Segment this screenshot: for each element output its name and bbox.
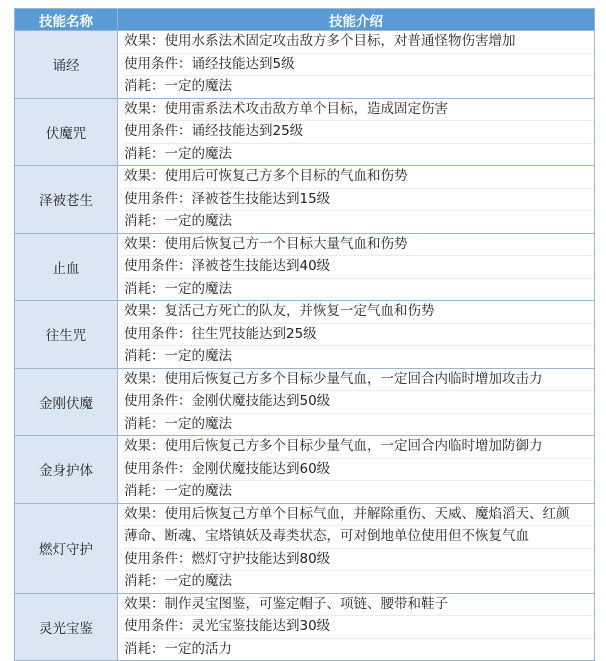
skill-desc-line: 消耗：一定的魔法 (124, 415, 232, 432)
skill-table (14, 8, 595, 661)
table-row (15, 593, 595, 661)
skill-desc-line: 使用条件：燃灯守护技能达到80级 (124, 549, 594, 572)
table-row (15, 166, 595, 234)
skill-desc-cell (118, 98, 595, 166)
skill-desc-cell (118, 31, 595, 99)
skill-desc-line: 使用条件：金刚伏魔技能达到60级 (124, 459, 594, 482)
skill-name-cell: 止血 (15, 233, 118, 301)
skill-name-cell: 灵光宝鉴 (15, 593, 118, 661)
table-header-row (15, 9, 595, 31)
skill-desc-line: 效果：制作灵宝图鉴，可鉴定帽子、项链、腰带和鞋子 (124, 594, 594, 617)
skill-table-container (14, 8, 594, 661)
skill-desc-line: 使用条件：金刚伏魔技能达到50级 (124, 391, 594, 414)
skill-name-cell: 往生咒 (15, 301, 118, 369)
skill-desc-cell (118, 166, 595, 234)
skill-desc-line: 效果：使用后可恢复己方多个目标的气血和伤势 (124, 166, 594, 189)
skill-desc-line: 消耗：一定的魔法 (124, 348, 232, 364)
skill-name-cell: 泽被苍生 (15, 166, 118, 234)
table-body (15, 31, 595, 661)
skill-desc-line: 消耗：一定的魔法 (124, 78, 232, 94)
table-row (15, 31, 595, 99)
skill-name-cell: 金刚伏魔 (15, 368, 118, 436)
skill-desc-line: 使用条件：诵经技能达到5级 (124, 54, 594, 77)
skill-desc-line: 效果：使用水系法术固定攻击敌方多个目标，对普通怪物伤害增加 (124, 31, 594, 54)
table-row (15, 301, 595, 369)
skill-desc-line: 消耗：一定的活力 (124, 640, 232, 657)
skill-desc-line: 效果：使用雷系法术攻击敌方单个目标，造成固定伤害 (124, 99, 594, 122)
skill-desc-line: 消耗：一定的魔法 (124, 145, 232, 162)
skill-desc-line: 使用条件：泽被苍生技能达到40级 (124, 256, 594, 279)
skill-desc-line: 效果：复活己方死亡的队友，并恢复一定气血和伤势 (124, 301, 594, 324)
skill-desc-cell (118, 368, 595, 436)
skill-name-cell: 伏魔咒 (15, 98, 118, 166)
skill-desc-cell (118, 593, 595, 661)
skill-desc-line: 效果：使用后恢复己方一个目标大量气血和伤势 (124, 234, 594, 257)
skill-desc-line: 使用条件：往生咒技能达到25级 (124, 324, 594, 347)
table-row (15, 98, 595, 166)
skill-desc-line: 效果：使用后恢复己方多个目标少量气血，一定回合内临时增加攻击力 (124, 369, 594, 392)
skill-desc-line: 消耗：一定的魔法 (124, 573, 232, 589)
skill-desc-line: 消耗：一定的魔法 (124, 483, 232, 499)
skill-desc-cell (118, 233, 595, 301)
skill-desc-line: 消耗：一定的魔法 (124, 213, 232, 229)
table-row (15, 503, 595, 593)
skill-desc-line: 使用条件：泽被苍生技能达到15级 (124, 189, 594, 212)
skill-desc-line: 消耗：一定的魔法 (124, 280, 232, 297)
table-row (15, 436, 595, 504)
table-row (15, 233, 595, 301)
skill-desc-cell (118, 503, 595, 593)
skill-desc-line: 使用条件：灵光宝鉴技能达到30级 (124, 616, 594, 639)
table-row (15, 368, 595, 436)
skill-desc-line: 使用条件：诵经技能达到25级 (124, 121, 594, 144)
skill-desc-line: 效果：使用后恢复己方多个目标少量气血，一定回合内临时增加防御力 (124, 436, 594, 459)
header-skill-name: 技能名称 (15, 9, 118, 31)
skill-name-cell: 燃灯守护 (15, 503, 118, 593)
header-skill-desc: 技能介绍 (118, 9, 595, 31)
skill-desc-line: 效果：使用后恢复己方单个目标气血，并解除重伤、天威、魔焰滔天、红颜 (124, 504, 594, 527)
skill-desc-line: 薄命、断魂、宝塔镇妖及毒类状态，可对倒地单位使用但不恢复气血 (124, 526, 594, 549)
skill-name-cell: 金身护体 (15, 436, 118, 504)
skill-name-cell: 诵经 (15, 31, 118, 99)
skill-desc-cell (118, 436, 595, 504)
skill-desc-cell (118, 301, 595, 369)
